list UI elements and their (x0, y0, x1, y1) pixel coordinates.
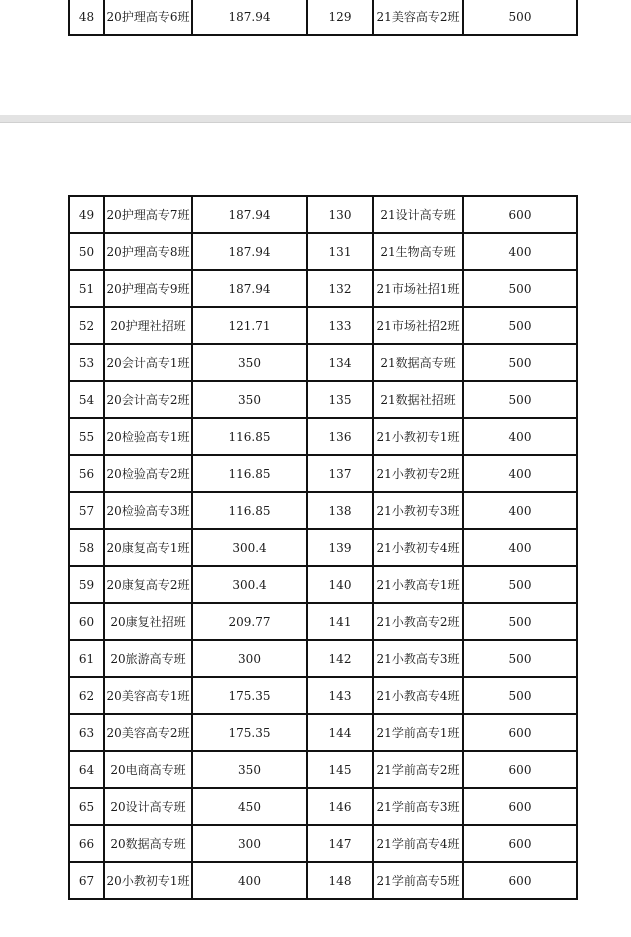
amount-cell: 350 (192, 344, 307, 381)
amount-cell-right: 400 (463, 418, 577, 455)
amount-cell: 116.85 (192, 492, 307, 529)
table-row (69, 751, 577, 788)
amount-cell: 350 (192, 751, 307, 788)
row-number-cell-right: 146 (307, 788, 373, 825)
fee-table-top (68, 0, 578, 36)
amount-cell: 121.71 (192, 307, 307, 344)
amount-cell-right: 500 (463, 0, 577, 35)
class-name-cell-right: 21学前高专1班 (373, 714, 463, 751)
class-name-cell: 20检验高专1班 (104, 418, 192, 455)
class-name-cell: 20护理高专6班 (104, 0, 192, 35)
page-separator (0, 115, 631, 122)
class-name-cell: 20会计高专2班 (104, 381, 192, 418)
class-name-cell-right: 21学前高专3班 (373, 788, 463, 825)
amount-cell: 300.4 (192, 566, 307, 603)
amount-cell-right: 400 (463, 529, 577, 566)
class-name-cell-right: 21小教初专4班 (373, 529, 463, 566)
class-name-cell: 20电商高专班 (104, 751, 192, 788)
row-number-cell-right: 134 (307, 344, 373, 381)
class-name-cell-right: 21设计高专班 (373, 196, 463, 233)
amount-cell-right: 600 (463, 751, 577, 788)
amount-cell-right: 500 (463, 270, 577, 307)
amount-cell: 209.77 (192, 603, 307, 640)
table-row (69, 862, 577, 899)
class-name-cell-right: 21学前高专2班 (373, 751, 463, 788)
row-number-cell: 66 (69, 825, 104, 862)
table-row (69, 307, 577, 344)
table-row (69, 455, 577, 492)
amount-cell: 450 (192, 788, 307, 825)
class-name-cell-right: 21学前高专5班 (373, 862, 463, 899)
row-number-cell-right: 137 (307, 455, 373, 492)
row-number-cell: 53 (69, 344, 104, 381)
amount-cell: 187.94 (192, 233, 307, 270)
amount-cell-right: 600 (463, 825, 577, 862)
row-number-cell: 57 (69, 492, 104, 529)
row-number-cell-right: 140 (307, 566, 373, 603)
row-number-cell-right: 136 (307, 418, 373, 455)
class-name-cell: 20数据高专班 (104, 825, 192, 862)
table-row (69, 196, 577, 233)
class-name-cell: 20护理社招班 (104, 307, 192, 344)
amount-cell-right: 500 (463, 344, 577, 381)
class-name-cell: 20康复高专1班 (104, 529, 192, 566)
row-number-cell: 67 (69, 862, 104, 899)
class-name-cell: 20小教初专1班 (104, 862, 192, 899)
class-name-cell-right: 21小教高专2班 (373, 603, 463, 640)
class-name-cell: 20检验高专3班 (104, 492, 192, 529)
fee-table-bottom (68, 195, 578, 900)
row-number-cell: 48 (69, 0, 104, 35)
row-number-cell: 54 (69, 381, 104, 418)
class-name-cell-right: 21小教初专1班 (373, 418, 463, 455)
amount-cell-right: 600 (463, 196, 577, 233)
table-row (69, 529, 577, 566)
class-name-cell: 20美容高专2班 (104, 714, 192, 751)
amount-cell-right: 600 (463, 714, 577, 751)
class-name-cell-right: 21小教初专2班 (373, 455, 463, 492)
amount-cell-right: 400 (463, 233, 577, 270)
row-number-cell: 65 (69, 788, 104, 825)
amount-cell-right: 500 (463, 381, 577, 418)
row-number-cell: 63 (69, 714, 104, 751)
class-name-cell-right: 21学前高专4班 (373, 825, 463, 862)
amount-cell: 116.85 (192, 455, 307, 492)
amount-cell: 175.35 (192, 714, 307, 751)
amount-cell: 300 (192, 640, 307, 677)
row-number-cell: 58 (69, 529, 104, 566)
class-name-cell-right: 21小教初专3班 (373, 492, 463, 529)
row-number-cell-right: 148 (307, 862, 373, 899)
row-number-cell: 52 (69, 307, 104, 344)
class-name-cell: 20检验高专2班 (104, 455, 192, 492)
table-row (69, 233, 577, 270)
row-number-cell-right: 142 (307, 640, 373, 677)
table-row (69, 566, 577, 603)
class-name-cell: 20康复社招班 (104, 603, 192, 640)
amount-cell-right: 400 (463, 492, 577, 529)
table-row (69, 677, 577, 714)
amount-cell-right: 600 (463, 788, 577, 825)
amount-cell: 187.94 (192, 196, 307, 233)
table-row (69, 418, 577, 455)
row-number-cell-right: 131 (307, 233, 373, 270)
class-name-cell-right: 21美容高专2班 (373, 0, 463, 35)
amount-cell-right: 500 (463, 566, 577, 603)
amount-cell: 175.35 (192, 677, 307, 714)
table-row (69, 640, 577, 677)
amount-cell: 187.94 (192, 0, 307, 35)
row-number-cell: 56 (69, 455, 104, 492)
table-row (69, 825, 577, 862)
class-name-cell-right: 21小教高专4班 (373, 677, 463, 714)
row-number-cell: 49 (69, 196, 104, 233)
amount-cell: 350 (192, 381, 307, 418)
amount-cell-right: 500 (463, 677, 577, 714)
row-number-cell: 51 (69, 270, 104, 307)
class-name-cell: 20护理高专9班 (104, 270, 192, 307)
table-row (69, 603, 577, 640)
amount-cell: 300.4 (192, 529, 307, 566)
row-number-cell: 64 (69, 751, 104, 788)
table-row (69, 788, 577, 825)
class-name-cell: 20康复高专2班 (104, 566, 192, 603)
row-number-cell: 55 (69, 418, 104, 455)
row-number-cell-right: 129 (307, 0, 373, 35)
class-name-cell: 20旅游高专班 (104, 640, 192, 677)
class-name-cell-right: 21市场社招2班 (373, 307, 463, 344)
amount-cell: 116.85 (192, 418, 307, 455)
amount-cell: 187.94 (192, 270, 307, 307)
row-number-cell: 62 (69, 677, 104, 714)
row-number-cell-right: 141 (307, 603, 373, 640)
row-number-cell-right: 139 (307, 529, 373, 566)
row-number-cell-right: 135 (307, 381, 373, 418)
document-page-current (0, 122, 631, 937)
amount-cell-right: 600 (463, 862, 577, 899)
class-name-cell: 20设计高专班 (104, 788, 192, 825)
table-row (69, 344, 577, 381)
class-name-cell-right: 21小教高专1班 (373, 566, 463, 603)
row-number-cell-right: 147 (307, 825, 373, 862)
row-number-cell-right: 133 (307, 307, 373, 344)
table-row (69, 714, 577, 751)
amount-cell-right: 500 (463, 603, 577, 640)
amount-cell-right: 500 (463, 640, 577, 677)
row-number-cell: 61 (69, 640, 104, 677)
row-number-cell-right: 138 (307, 492, 373, 529)
amount-cell: 300 (192, 825, 307, 862)
table-row (69, 270, 577, 307)
document-page-previous (0, 0, 631, 116)
amount-cell-right: 400 (463, 455, 577, 492)
class-name-cell: 20护理高专8班 (104, 233, 192, 270)
class-name-cell-right: 21生物高专班 (373, 233, 463, 270)
amount-cell-right: 500 (463, 307, 577, 344)
table-row (69, 492, 577, 529)
row-number-cell: 59 (69, 566, 104, 603)
class-name-cell-right: 21市场社招1班 (373, 270, 463, 307)
class-name-cell: 20美容高专1班 (104, 677, 192, 714)
row-number-cell-right: 145 (307, 751, 373, 788)
class-name-cell: 20会计高专1班 (104, 344, 192, 381)
amount-cell: 400 (192, 862, 307, 899)
row-number-cell: 50 (69, 233, 104, 270)
class-name-cell-right: 21数据社招班 (373, 381, 463, 418)
row-number-cell-right: 143 (307, 677, 373, 714)
table-row (69, 381, 577, 418)
row-number-cell-right: 130 (307, 196, 373, 233)
row-number-cell-right: 144 (307, 714, 373, 751)
class-name-cell-right: 21数据高专班 (373, 344, 463, 381)
row-number-cell-right: 132 (307, 270, 373, 307)
class-name-cell: 20护理高专7班 (104, 196, 192, 233)
row-number-cell: 60 (69, 603, 104, 640)
table-row (69, 0, 577, 35)
class-name-cell-right: 21小教高专3班 (373, 640, 463, 677)
